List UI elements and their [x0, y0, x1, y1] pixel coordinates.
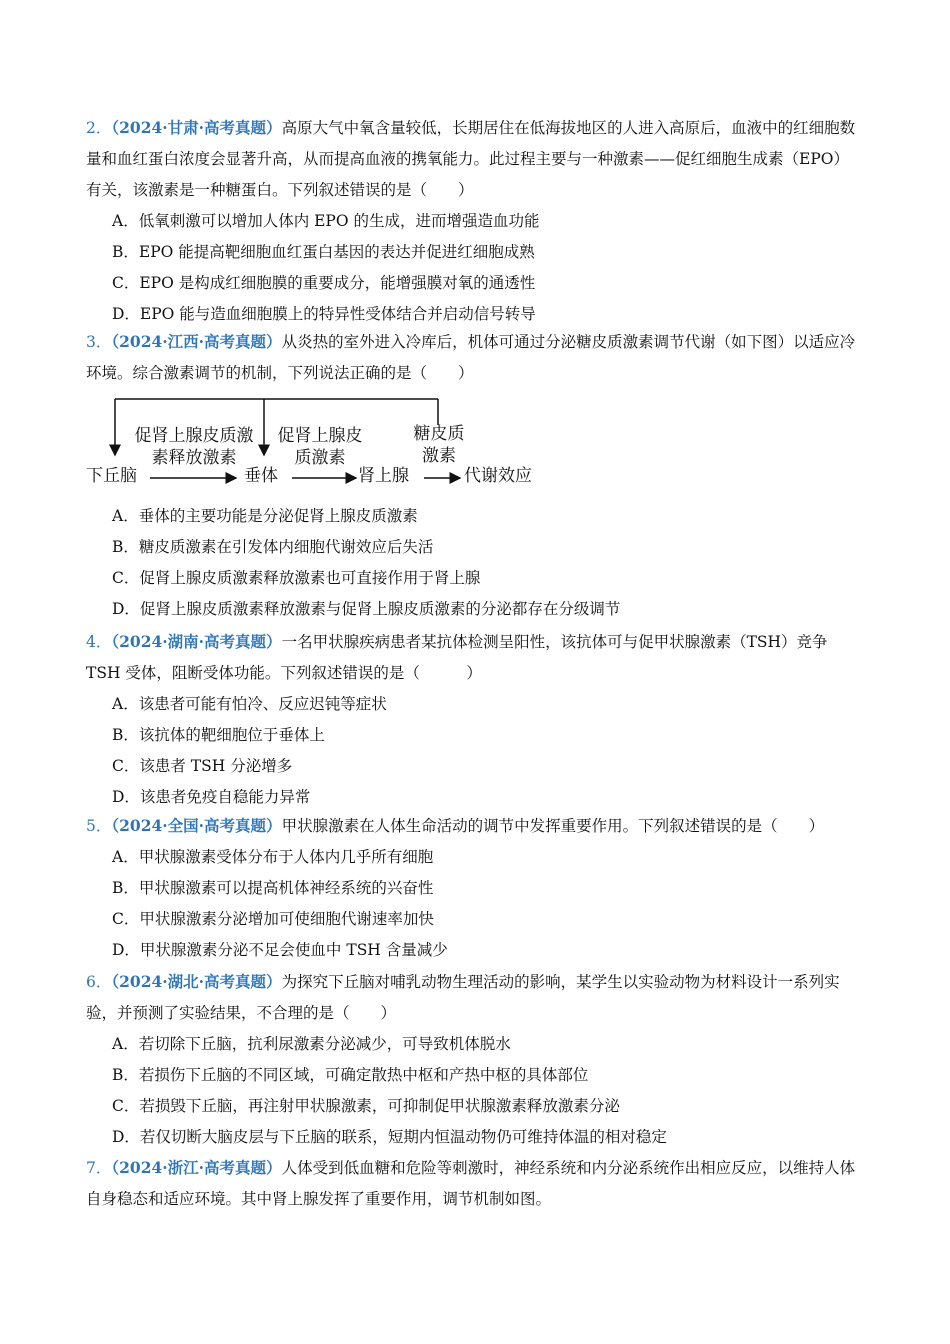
question-2 [86, 112, 864, 330]
option-d: D．若仅切断大脑皮层与下丘脑的联系，短期内恒温动物仍可维持体温的相对稳定 [112, 1128, 667, 1146]
option-d: D．EPO 能与造血细胞膜上的特异性受体结合并启动信号转导 [112, 305, 536, 323]
node-hypothalamus: 下丘脑 [86, 466, 137, 486]
label-crh-line2: 素释放激素 [151, 448, 237, 468]
option-a: A．甲状腺激素受体分布于人体内几乎所有细胞 [112, 848, 434, 866]
option-b: B．EPO 能提高靶细胞血红蛋白基因的表达并促进红细胞成熟 [112, 243, 535, 261]
question-3 [86, 326, 864, 625]
node-pituitary: 垂体 [244, 466, 278, 486]
question-stem [86, 626, 864, 689]
node-metabolic-effect: 代谢效应 [464, 466, 532, 486]
question-source: （2024·江西·高考真题） [111, 332, 282, 351]
option-b: B．甲状腺激素可以提高机体神经系统的兴奋性 [112, 879, 434, 897]
question-7 [86, 1152, 864, 1215]
question-number: 2． [86, 119, 112, 137]
question-source: （2024·湖南·高考真题） [111, 632, 282, 651]
question-stem [86, 810, 864, 842]
question-number: 3． [86, 333, 112, 351]
question-stem [86, 1152, 864, 1215]
hpa-axis-diagram [86, 395, 556, 495]
question-6 [86, 966, 864, 1153]
question-number: 7． [86, 1159, 112, 1177]
option-d: D．促肾上腺皮质激素释放激素与促肾上腺皮质激素的分泌都存在分级调节 [112, 600, 621, 618]
option-b: B．该抗体的靶细胞位于垂体上 [112, 726, 325, 744]
label-cortisol-line2: 激素 [422, 446, 456, 466]
option-c: C．若损毁下丘脑，再注射甲状腺激素，可抑制促甲状腺激素释放激素分泌 [112, 1097, 620, 1115]
label-acth-line1: 促肾上腺皮 [277, 426, 363, 446]
option-d: D．该患者免疫自稳能力异常 [112, 788, 311, 806]
question-stem [86, 326, 864, 389]
question-number: 5． [86, 817, 112, 835]
question-number: 4． [86, 633, 112, 651]
question-text: 高原大气中氧含量较低，长期居住在低海拔地区的人进入高原后，血液中的红细胞数量和血红蛋白浓度会显著升高，从而提高血液的携氧能力。此过程主要与一种激素——促红细胞生成素（EPO）有关，该激素是一种糖蛋白。下列叙述错误的是（ ） [86, 119, 856, 199]
question-text: 人体受到低血糖和危险等刺激时，神经系统和内分泌系统作出相应反应，以维持人体自身稳态和适应环境。其中肾上腺发挥了重要作用，调节机制如图。 [86, 1159, 856, 1208]
question-4 [86, 626, 864, 813]
node-adrenal: 肾上腺 [358, 466, 409, 486]
question-text: 从炎热的室外进入冷库后，机体可通过分泌糖皮质激素调节代谢（如下图）以适应冷环境。综合激素调节的机制，下列说法正确的是（ ） [86, 333, 856, 382]
question-source: （2024·全国·高考真题） [111, 816, 282, 835]
option-a: A．该患者可能有怕冷、反应迟钝等症状 [112, 695, 387, 713]
option-c: C．甲状腺激素分泌增加可使细胞代谢速率加快 [112, 910, 434, 928]
question-source: （2024·浙江·高考真题） [111, 1158, 282, 1177]
option-b: B．若损伤下丘脑的不同区域，可确定散热中枢和产热中枢的具体部位 [112, 1066, 589, 1084]
option-c: C．该患者 TSH 分泌增多 [112, 757, 293, 775]
option-a: A．若切除下丘脑，抗利尿激素分泌减少，可导致机体脱水 [112, 1035, 511, 1053]
question-source: （2024·甘肃·高考真题） [111, 118, 282, 137]
option-a: A．垂体的主要功能是分泌促肾上腺皮质激素 [112, 507, 418, 525]
option-d: D．甲状腺激素分泌不足会使血中 TSH 含量减少 [112, 941, 448, 959]
question-5 [86, 810, 864, 966]
question-text: 一名甲状腺疾病患者某抗体检测呈阳性，该抗体可与促甲状腺激素（TSH）竞争 TSH 受体，阻断受体功能。下列叙述错误的是（ ） [86, 633, 828, 682]
question-source: （2024·湖北·高考真题） [111, 972, 282, 991]
question-stem [86, 112, 864, 206]
option-c: C．EPO 是构成红细胞膜的重要成分，能增强膜对氧的通透性 [112, 274, 536, 292]
option-c: C．促肾上腺皮质激素释放激素也可直接作用于肾上腺 [112, 569, 481, 587]
question-stem [86, 966, 864, 1029]
question-number: 6． [86, 973, 112, 991]
question-text: 甲状腺激素在人体生命活动的调节中发挥重要作用。下列叙述错误的是（ ） [281, 817, 825, 835]
label-cortisol-line1: 糖皮质 [413, 424, 465, 444]
option-a: A．低氧刺激可以增加人体内 EPO 的生成，进而增强造血功能 [112, 212, 540, 230]
label-acth-line2: 质激素 [294, 448, 346, 468]
label-crh-line1: 促肾上腺皮质激 [134, 426, 254, 446]
question-text: 为探究下丘脑对哺乳动物生理活动的影响，某学生以实验动物为材料设计一系列实验，并预测了实验结果，不合理的是（ ） [86, 973, 840, 1022]
option-b: B．糖皮质激素在引发体内细胞代谢效应后失活 [112, 538, 434, 556]
